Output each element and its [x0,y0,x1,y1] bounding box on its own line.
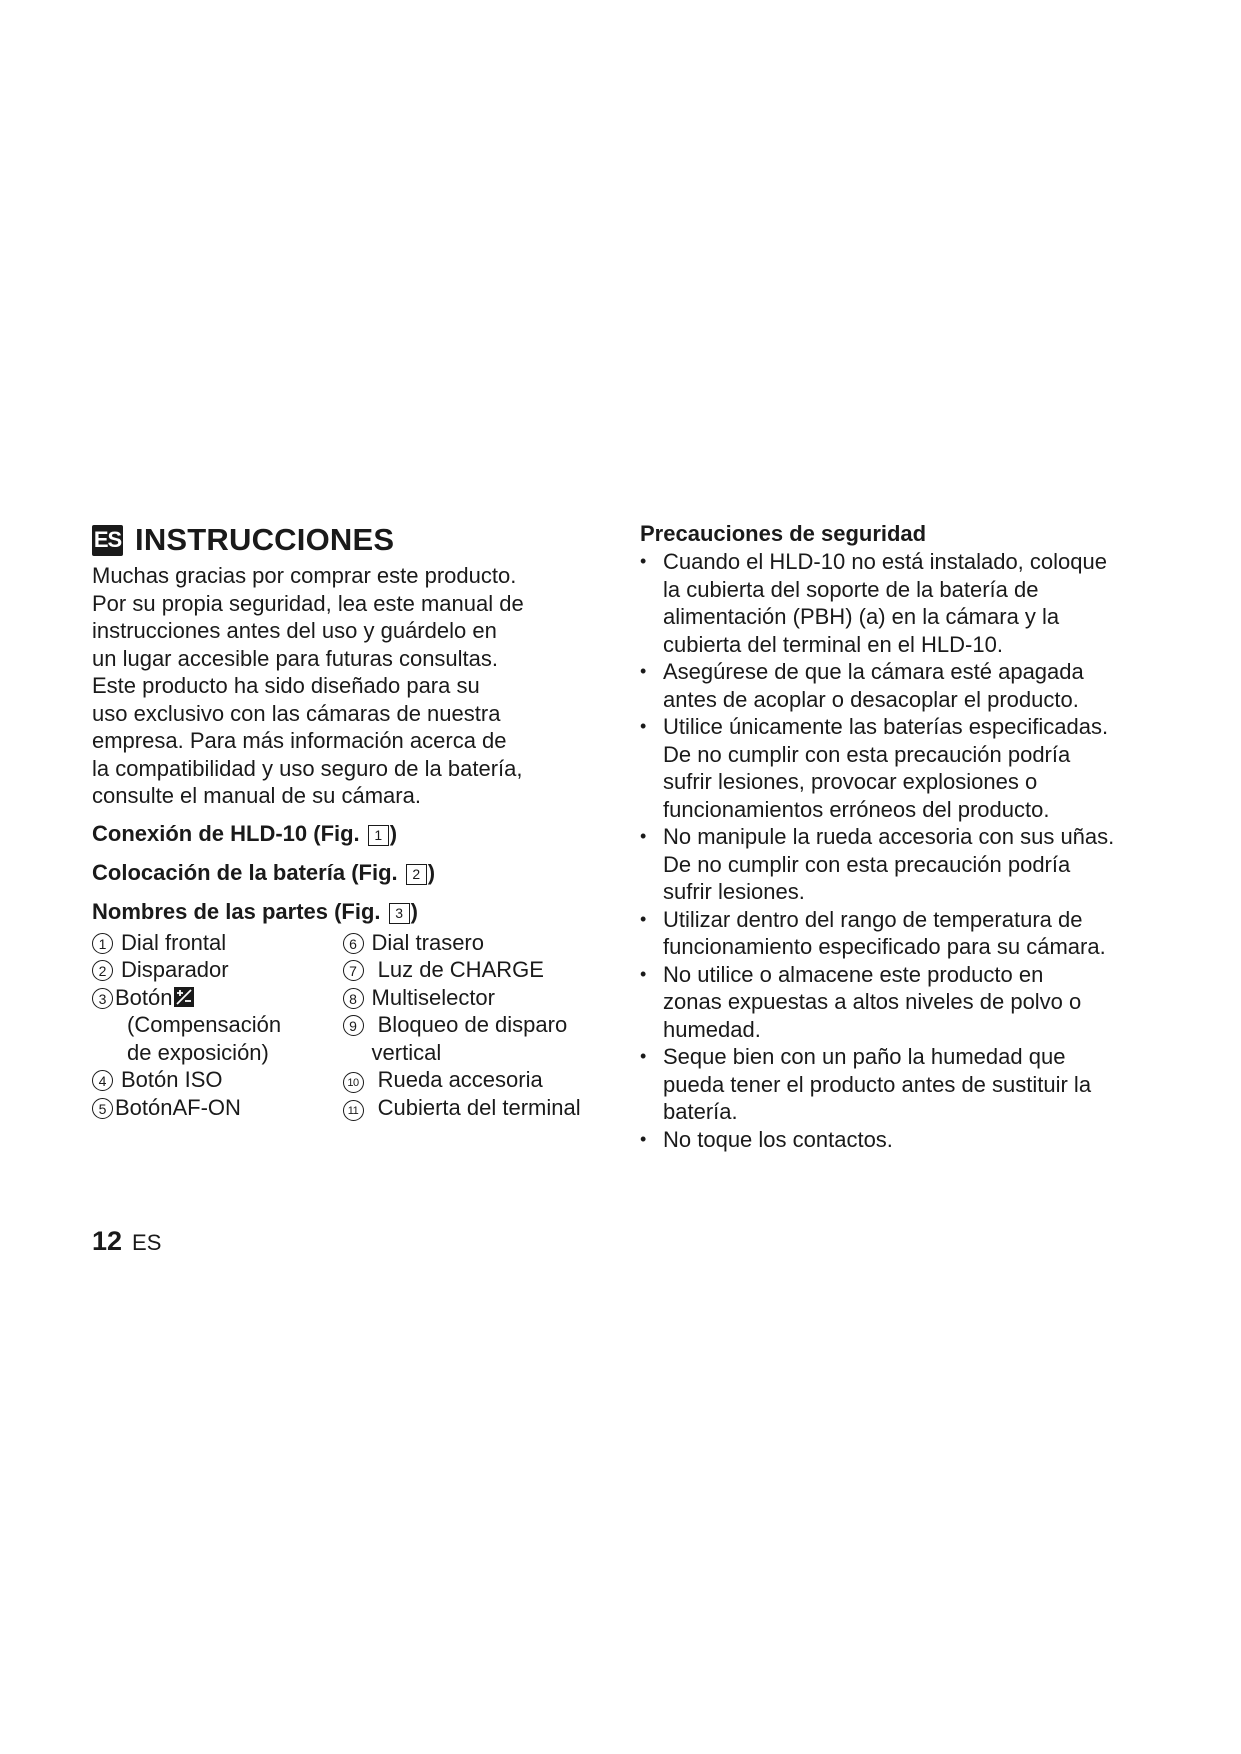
precaution-line: pueda tener el producto antes de sustituir la [663,1071,1092,1097]
part-label: Luz de CHARGE [371,957,544,982]
figure-ref-box: 2 [406,864,427,885]
part-number: 6 [343,933,364,954]
precaution-line: antes de acoplar o desacoplar el producto. [663,686,1079,712]
precaution-item [640,1126,1160,1154]
part-number: 7 [343,960,364,981]
page-footer [92,1226,161,1257]
intro-line: instrucciones antes del uso y guárdelo en [92,618,497,643]
part-label: Cubierta del terminal [371,1094,581,1120]
part-label: Botón ISO [121,1067,223,1092]
part-item [343,956,612,984]
precaution-line: • Asegúrese de que la cámara esté apagada [663,659,1084,684]
intro-line: Este producto ha sido diseñado para su [92,673,480,698]
precaution-line: De no cumplir con esta precaución podría [663,741,1071,767]
part-label: Dial trasero [371,929,484,955]
precaution-item [640,1043,1160,1126]
precaution-line: sufrir lesiones, provocar explosiones o [663,769,1038,794]
heading-close: ) [427,859,436,885]
precaution-item [640,713,1160,823]
precaution-line: • No toque los contactos. [663,1126,893,1152]
intro-line: Por su propia seguridad, lea este manual de [92,590,524,616]
precautions-heading: Precauciones de seguridad [640,521,927,546]
title-row [92,520,612,560]
part-label: Dial frontal [121,929,227,955]
precaution-line: • Utilice únicamente las baterías especificadas. [663,714,1109,739]
precaution-item [640,906,1160,961]
precaution-line: • Seque bien con un paño la humedad que [663,1044,1066,1069]
precaution-item [640,548,1160,658]
parts-list [92,929,612,1122]
intro-paragraph [92,562,612,810]
precaution-line: • No utilice o almacene este producto en [663,961,1044,987]
precaution-line: sufrir lesiones. [663,879,805,904]
precaution-line: humedad. [663,1016,761,1042]
part-item [92,984,343,1012]
part-item [343,1066,612,1094]
part-number: 4 [92,1070,113,1091]
part-number: 8 [343,988,364,1009]
part-item-continuation: vertical [371,1039,442,1065]
part-item-continuation: de exposición) [127,1039,269,1065]
precaution-line: zonas expuestas a altos niveles de polvo o [663,989,1082,1014]
intro-line: Muchas gracias por comprar este producto. [92,563,517,588]
intro-line: uso exclusivo con las cámaras de nuestra [92,700,501,726]
part-number: 2 [92,960,113,981]
precaution-item [640,658,1160,713]
right-column [640,520,1160,1153]
left-column [92,520,612,1121]
part-number: 9 [343,1015,364,1036]
part-label: Bloqueo de disparo [371,1012,568,1037]
parts-column-1 [92,929,343,1122]
part-number: 1 [92,933,113,954]
part-item [92,956,343,984]
part-number: 3 [92,988,113,1009]
precaution-line: • Utilizar dentro del rango de temperatura de [663,906,1083,932]
intro-line: consulte el manual de su cámara. [92,783,421,808]
part-number: 5 [92,1098,113,1119]
part-label: Botón [115,984,173,1010]
intro-line: un lugar accesible para futuras consultas. [92,645,499,671]
heading-close: ) [389,820,398,846]
heading-nombres-label: Nombres de las partes (Fig. [92,898,387,924]
precaution-line: batería. [663,1099,738,1124]
figure-ref-box: 3 [389,903,410,924]
precautions-list [640,548,1160,1153]
part-item-continuation: (Compensación [127,1012,282,1037]
precaution-line: funcionamientos erróneos del producto. [663,796,1050,822]
precaution-line: • No manipule la rueda accesoria con sus uñas. [663,824,1115,849]
parts-column-2 [343,929,612,1122]
precaution-line: funcionamiento especificado para su cámara. [663,934,1106,959]
precaution-line: De no cumplir con esta precaución podría [663,851,1071,877]
heading-conexion-label: Conexión de HLD-10 (Fig. [92,820,366,846]
exposure-compensation-icon [174,987,194,1007]
part-label: Rueda accesoria [371,1067,543,1092]
precaution-item [640,961,1160,1044]
precaution-item [640,823,1160,906]
precaution-line: • Cuando el HLD-10 no está instalado, coloque [663,549,1107,574]
part-item [92,1066,343,1094]
heading-close: ) [410,898,418,924]
precaution-line: cubierta del terminal en el HLD-10. [663,631,1003,657]
part-item [92,1094,343,1122]
part-label: Disparador [121,957,229,982]
part-item [92,929,343,957]
part-number: 10 [343,1072,364,1093]
heading-conexion [92,820,612,848]
page-language: ES [132,1230,162,1255]
part-item [343,1011,612,1039]
part-label: BotónAF-ON [115,1094,241,1120]
part-item [343,929,612,957]
heading-colocacion-label: Colocación de la batería (Fig. [92,859,404,885]
part-item [343,984,612,1012]
heading-nombres [92,898,612,926]
figure-ref-box: 1 [368,825,389,846]
intro-line: empresa. Para más información acerca de [92,728,507,753]
page-number: 12 [92,1226,123,1256]
language-badge: ES [92,525,123,556]
part-item [343,1094,612,1122]
intro-line: la compatibilidad y uso seguro de la batería, [92,755,523,781]
precaution-line: alimentación (PBH) (a) en la cámara y la [663,604,1060,629]
heading-colocacion [92,859,612,887]
precaution-line: la cubierta del soporte de la batería de [663,576,1039,602]
page-title: INSTRUCCIONES [135,522,395,557]
part-number: 11 [343,1100,364,1121]
part-label: Multiselector [371,984,495,1010]
